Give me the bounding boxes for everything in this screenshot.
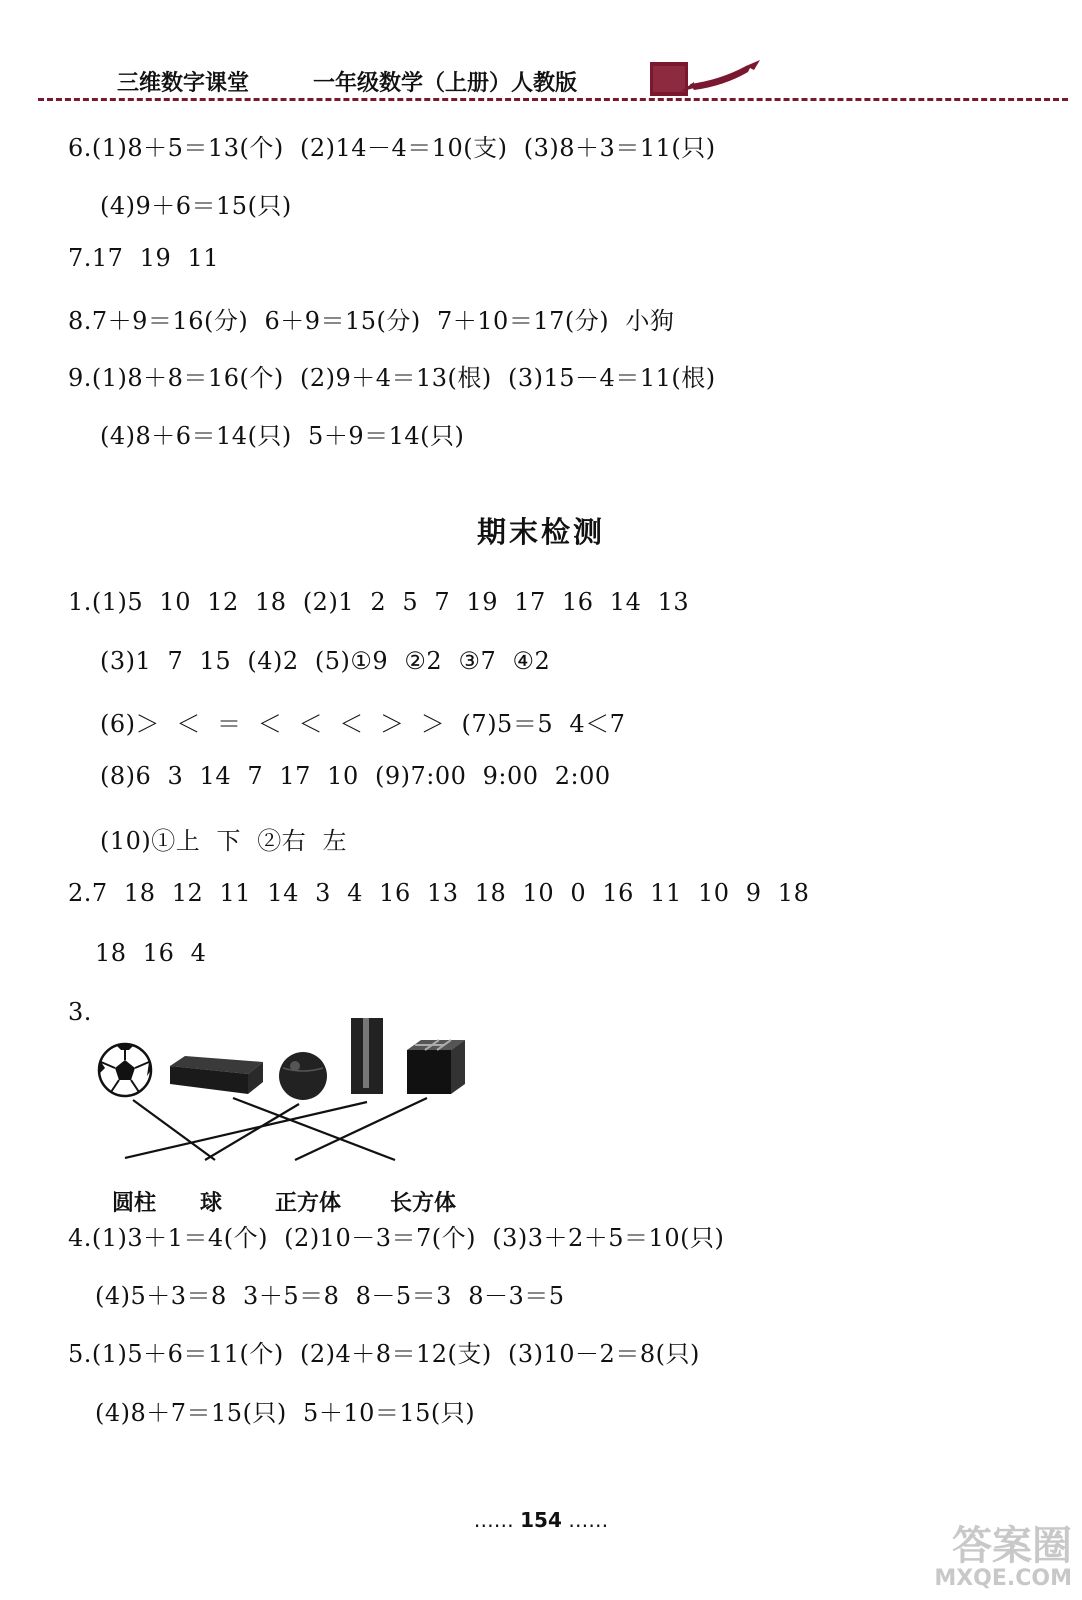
footer-dots-left: …… [473,1508,514,1532]
watermark-logo [932,1525,1072,1591]
answer-line-q8: 8.7＋9＝16(分) 6＋9＝15(分) 7＋10＝17(分) 小狗 [68,307,675,335]
answer-line-q9-4: (4)8＋6＝14(只) 5＋9＝14(只) [100,422,465,450]
section-title: 期末检测 [476,515,605,549]
page-footer [0,1508,1082,1532]
matching-lines [125,1098,427,1160]
exam-line-q1: 1.(1)5 10 12 18 (2)1 2 5 7 19 17 16 14 13 [68,588,690,616]
exam-line-q4-4: (4)5＋3＝8 3＋5＝8 8－5＝3 8－3＝5 [95,1282,565,1310]
label-cylinder: 圆柱 [112,1190,157,1216]
exam-line-q1-6: (6)＞ ＜ ＝ ＜ ＜ ＜ ＞ ＞ (7)5＝5 4＜7 [100,710,626,738]
exam-line-q5-4: (4)8＋7＝15(只) 5＋10＝15(只) [95,1399,476,1427]
exam-line-q2-cont: 18 16 4 [95,939,207,967]
watermark-line2: MXQE.COM [934,1566,1072,1591]
label-cuboid: 长方体 [390,1190,457,1216]
header-divider [38,98,1068,101]
exam-line-q4: 4.(1)3＋1＝4(个) (2)10－3＝7(个) (3)3＋2＋5＝10(只) [68,1224,725,1252]
label-cube: 正方体 [275,1190,342,1216]
exam-line-q2: 2.7 18 12 11 14 3 4 16 13 18 10 0 16 11 10 9 18 [68,879,810,907]
exam-line-q1-3: (3)1 7 15 (4)2 (5)①9 ②2 ③7 ④2 [100,647,551,675]
exam-line-q1-8: (8)6 3 14 7 17 10 (9)7:00 9:00 2:00 [100,762,611,790]
rocket-logo-icon [650,58,770,102]
cube-icon [407,1040,465,1094]
exam-line-q5: 5.(1)5＋6＝11(个) (2)4＋8＝12(支) (3)10－2＝8(只) [68,1340,700,1368]
exam-line-q3: 3. [68,998,92,1026]
cuboid-brick-icon [170,1056,263,1094]
soccer-ball-icon [99,1044,151,1096]
dark-ball-icon [279,1052,327,1100]
answer-line-q6-4: (4)9＋6＝15(只) [100,192,292,220]
watermark-line1: 答案圈 [952,1523,1072,1569]
answer-line-q7: 7.17 19 11 [68,244,220,272]
page-number: 154 [520,1508,562,1532]
footer-dots-right: …… [568,1508,609,1532]
cylinder-icon [351,1018,383,1094]
series-title: 三维数字课堂 [117,71,250,96]
answer-line-q9: 9.(1)8＋8＝16(个) (2)9＋4＝13(根) (3)15－4＝11(根) [68,364,716,392]
page-header [0,0,1082,110]
book-title: 一年级数学（上册）人教版 [313,71,578,96]
label-sphere: 球 [200,1190,223,1216]
exam-line-q1-10: (10)①上 下 ②右 左 [100,827,348,855]
answer-line-q6: 6.(1)8＋5＝13(个) (2)14－4＝10(支) (3)8＋3＝11(只) [68,134,716,162]
